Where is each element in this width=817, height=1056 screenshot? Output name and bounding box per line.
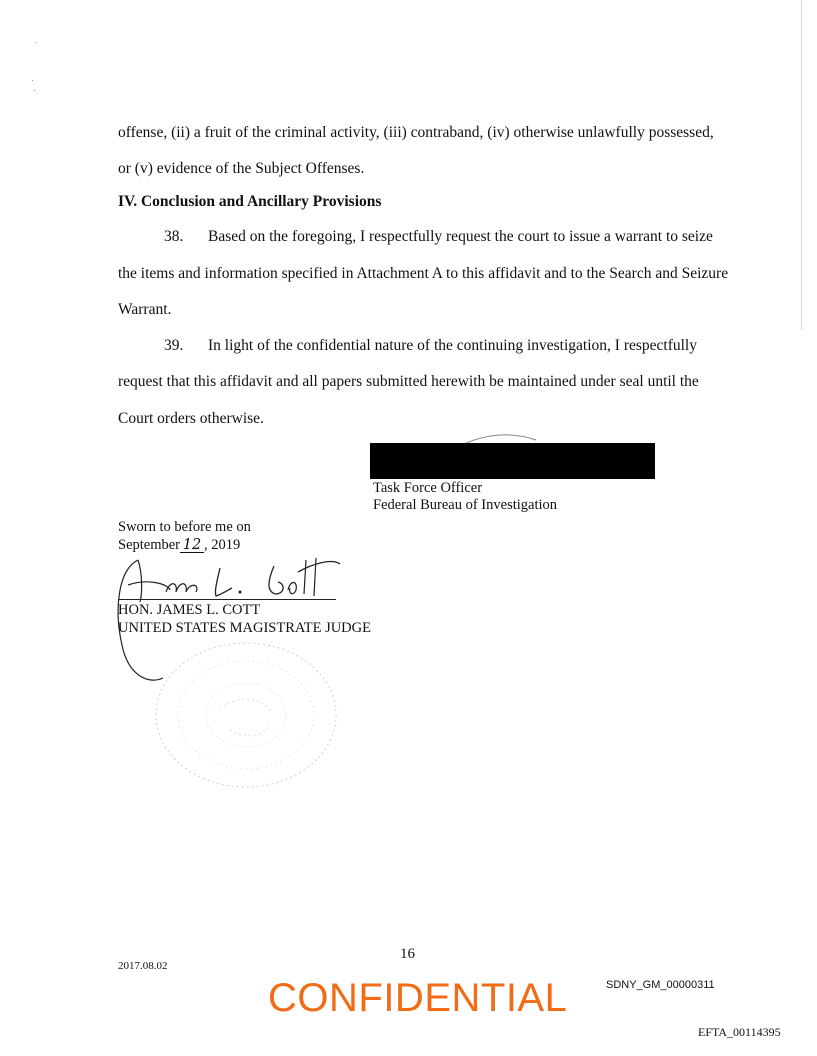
jurat-year: , 2019 [204,537,241,553]
scan-speck [32,80,33,81]
paragraph-38-number: 38. [164,228,184,245]
judge-title: UNITED STATES MAGISTRATE JUDGE [118,620,371,636]
judge-name: HON. JAMES L. COTT [118,602,261,618]
paragraph-39-number: 39. [164,337,184,354]
page-number: 16 [400,946,415,962]
scan-edge-line [801,0,802,330]
redaction-box [370,443,655,479]
efta-number: EFTA_00114395 [698,1025,781,1039]
paragraph-continuation-line-2: or (v) evidence of the Subject Offenses. [118,160,365,177]
scan-speck [34,90,35,91]
scan-speck [36,42,37,43]
section-heading: IV. Conclusion and Ancillary Provisions [118,193,382,210]
confidential-watermark: CONFIDENTIAL [268,976,568,1020]
paragraph-38-line-1: Based on the foregoing, I respectfully request the court to issue a warrant to seize [208,228,713,245]
judge-signature-line [118,599,336,600]
jurat-month: September [118,537,181,553]
paragraph-38-line-2: the items and information specified in Attachment A to this affidavit and to the Search and Seizure [118,265,729,282]
affiant-title: Task Force Officer [373,480,483,496]
paragraph-38-line-3: Warrant. [118,301,172,318]
paragraph-39-line-2: request that this affidavit and all papers submitted herewith be maintained under seal until the [118,373,699,390]
paragraph-continuation-line-1: offense, (ii) a fruit of the criminal activity, (iii) contraband, (iv) otherwise unlawfully possessed, [118,124,714,141]
paragraph-39-line-3: Court orders otherwise. [118,410,264,427]
jurat-line: Sworn to before me on [118,519,251,535]
footer-version: 2017.08.02 [118,960,168,972]
affiant-agency: Federal Bureau of Investigation [373,497,558,513]
bates-number: SDNY_GM_00000311 [606,979,715,991]
paragraph-39-line-1: In light of the confidential nature of the continuing investigation, I respectfully [208,337,697,354]
jurat-day-handwritten: 12 [180,539,204,553]
court-seal-impression [150,640,350,790]
